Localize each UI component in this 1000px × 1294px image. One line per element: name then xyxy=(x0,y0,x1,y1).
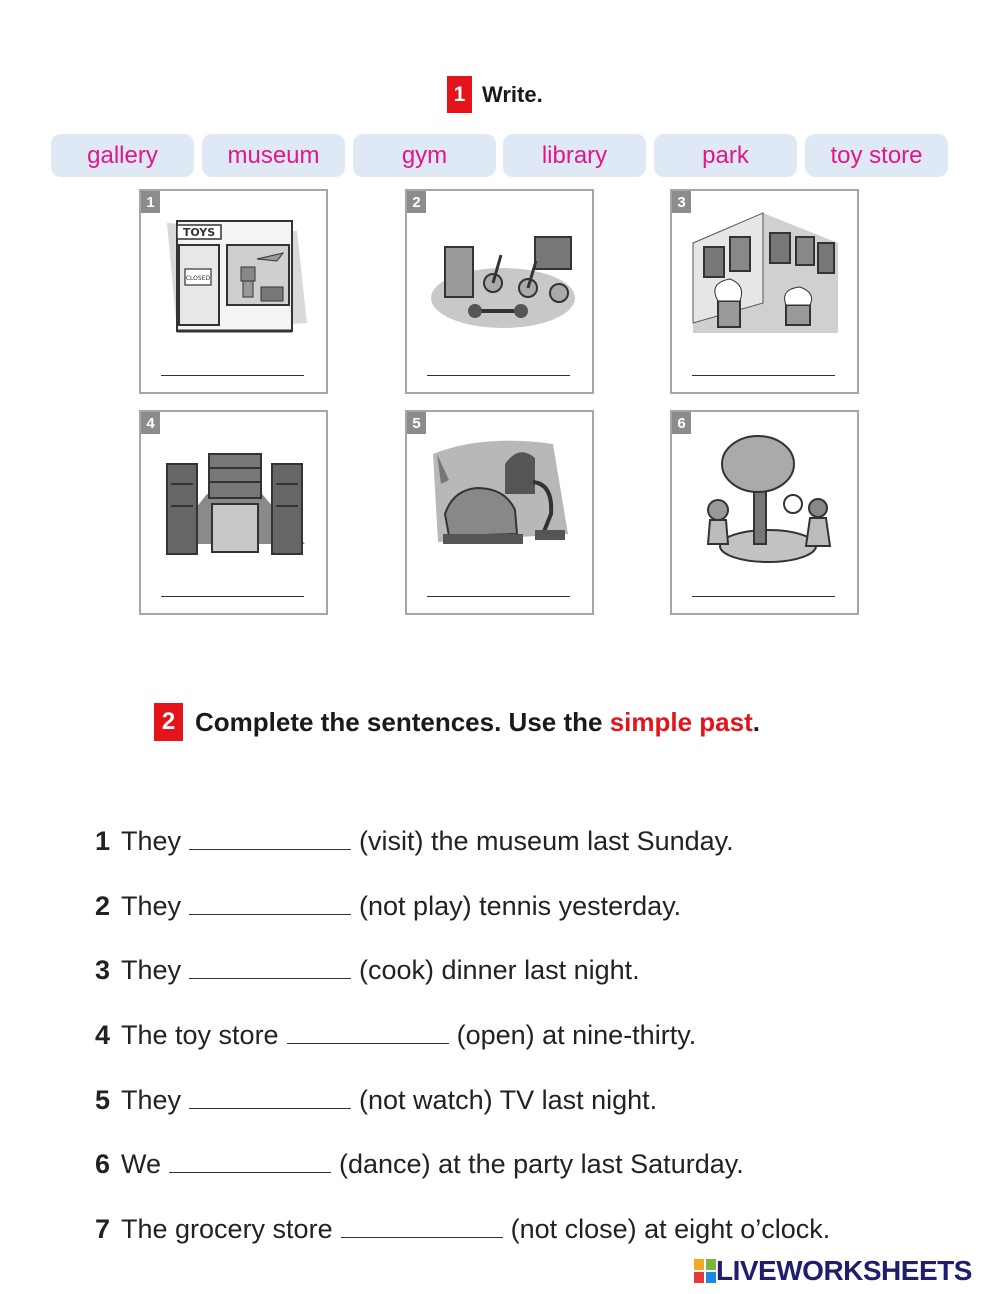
card-number: 5 xyxy=(407,412,426,434)
sentence-1 xyxy=(95,826,734,857)
answer-blank[interactable] xyxy=(341,1216,503,1238)
sentence-hint: (visit) the museum last Sunday. xyxy=(359,826,734,856)
picture-card-5 xyxy=(405,410,594,615)
sentence-text: They xyxy=(121,826,182,856)
section-2-title-end: . xyxy=(752,706,760,737)
answer-blank[interactable] xyxy=(189,957,351,979)
sentence-text: We xyxy=(121,1149,162,1179)
sentence-number: 4 xyxy=(95,1020,111,1050)
section-1-heading xyxy=(447,76,543,113)
sentence-hint: (not watch) TV last night. xyxy=(359,1085,658,1115)
sentence-hint: (not close) at eight o’clock. xyxy=(510,1214,831,1244)
word-gym[interactable]: gym xyxy=(353,134,496,177)
word-park[interactable]: park xyxy=(654,134,797,177)
answer-blank[interactable] xyxy=(287,1022,449,1044)
section-2-number: 2 xyxy=(154,703,183,741)
sentence-2 xyxy=(95,891,681,922)
gym-illustration xyxy=(423,203,578,351)
sentence-7 xyxy=(95,1214,830,1245)
closed-sign: CLOSED xyxy=(185,275,211,282)
liveworksheets-logo xyxy=(694,1255,972,1287)
answer-line[interactable] xyxy=(692,375,835,376)
picture-card-4 xyxy=(139,410,328,615)
section-2-title-accent: simple past xyxy=(609,706,753,737)
answer-line[interactable] xyxy=(161,596,304,597)
section-2-title-text: Complete the sentences. Use the xyxy=(195,706,610,737)
section-2-title xyxy=(195,707,760,738)
sentence-hint: (cook) dinner last night. xyxy=(359,955,640,985)
picture-card-6 xyxy=(670,410,859,615)
sentence-number: 2 xyxy=(95,891,111,921)
card-number: 3 xyxy=(672,191,691,213)
section-2-heading xyxy=(154,703,760,741)
sentence-4 xyxy=(95,1020,696,1051)
sentence-text: The grocery store xyxy=(121,1214,333,1244)
card-number: 4 xyxy=(141,412,160,434)
museum-illustration xyxy=(423,424,578,572)
sentence-number: 1 xyxy=(95,826,111,856)
sentence-hint: (not play) tennis yesterday. xyxy=(359,891,682,921)
toys-sign: TOYS xyxy=(182,226,216,239)
picture-card-3 xyxy=(670,189,859,394)
answer-blank[interactable] xyxy=(189,893,351,915)
answer-blank[interactable] xyxy=(189,1087,351,1109)
sentence-6 xyxy=(95,1149,744,1180)
sentence-text: They xyxy=(121,891,182,921)
answer-line[interactable] xyxy=(427,596,570,597)
card-number: 2 xyxy=(407,191,426,213)
library-illustration xyxy=(157,424,312,572)
sentence-hint: (open) at nine-thirty. xyxy=(456,1020,697,1050)
sentence-number: 3 xyxy=(95,955,111,985)
section-1-number: 1 xyxy=(447,76,472,113)
liveworksheets-logo-icon xyxy=(694,1259,716,1283)
section-1-title: Write. xyxy=(482,81,543,107)
sentence-text: They xyxy=(121,955,182,985)
word-gallery[interactable]: gallery xyxy=(51,134,194,177)
sentence-3 xyxy=(95,955,640,986)
liveworksheets-logo-text: LIVEWORKSHEETS xyxy=(716,1255,972,1286)
sentence-hint: (dance) at the party last Saturday. xyxy=(339,1149,744,1179)
word-toy-store[interactable]: toy store xyxy=(805,134,948,177)
card-number: 6 xyxy=(672,412,691,434)
answer-blank[interactable] xyxy=(169,1151,331,1173)
sentence-text: The toy store xyxy=(121,1020,279,1050)
sentence-number: 5 xyxy=(95,1085,111,1115)
sentence-text: They xyxy=(121,1085,182,1115)
word-library[interactable]: library xyxy=(503,134,646,177)
answer-line[interactable] xyxy=(692,596,835,597)
word-museum[interactable]: museum xyxy=(202,134,345,177)
picture-card-2 xyxy=(405,189,594,394)
toy-store-illustration xyxy=(157,203,312,351)
card-number: 1 xyxy=(141,191,160,213)
sentence-number: 6 xyxy=(95,1149,111,1179)
sentence-number: 7 xyxy=(95,1214,111,1244)
sentence-5 xyxy=(95,1085,657,1116)
gallery-illustration xyxy=(688,203,843,351)
answer-line[interactable] xyxy=(161,375,304,376)
answer-blank[interactable] xyxy=(189,828,351,850)
answer-line[interactable] xyxy=(427,375,570,376)
picture-card-1 xyxy=(139,189,328,394)
park-illustration xyxy=(688,424,843,572)
